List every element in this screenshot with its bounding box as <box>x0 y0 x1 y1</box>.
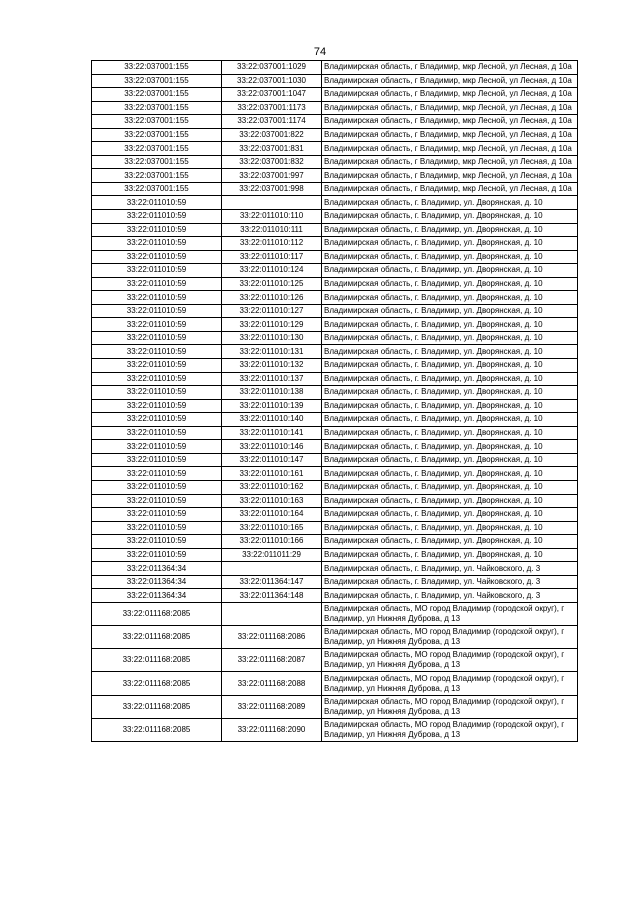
object-number-cell: 33:22:011010:165 <box>222 521 322 535</box>
table-row <box>92 277 578 291</box>
address-cell: Владимирская область, г. Владимир, ул. Дворянская, д. 10 <box>322 345 578 359</box>
table-row <box>92 101 578 115</box>
address-cell: Владимирская область, г. Владимир, ул. Дворянская, д. 10 <box>322 196 578 210</box>
address-cell: Владимирская область, МО город Владимир (городской округ), г Владимир, ул Нижняя Дуброва, д 13 <box>322 672 578 695</box>
object-number-cell: 33:22:011010:110 <box>222 210 322 224</box>
object-number-cell: 33:22:011010:140 <box>222 413 322 427</box>
object-number-cell: 33:22:011364:148 <box>222 589 322 603</box>
parcel-number-cell: 33:22:011010:59 <box>92 331 222 345</box>
object-number-cell: 33:22:011010:129 <box>222 318 322 332</box>
table-row <box>92 649 578 672</box>
address-cell: Владимирская область, г. Владимир, ул. Дворянская, д. 10 <box>322 508 578 522</box>
parcel-number-cell: 33:22:037001:155 <box>92 88 222 102</box>
table-body <box>92 61 578 742</box>
parcel-number-cell: 33:22:011010:59 <box>92 494 222 508</box>
object-number-cell: 33:22:037001:822 <box>222 128 322 142</box>
table-row <box>92 494 578 508</box>
address-cell: Владимирская область, г Владимир, мкр Лесной, ул Лесная, д 10а <box>322 61 578 75</box>
table-row <box>92 589 578 603</box>
object-number-cell: 33:22:011168:2090 <box>222 718 322 741</box>
object-number-cell: 33:22:011010:138 <box>222 386 322 400</box>
parcel-number-cell: 33:22:011010:59 <box>92 318 222 332</box>
object-number-cell: 33:22:011010:147 <box>222 453 322 467</box>
address-cell: Владимирская область, г Владимир, мкр Лесной, ул Лесная, д 10а <box>322 155 578 169</box>
table-row <box>92 169 578 183</box>
address-cell: Владимирская область, МО город Владимир (городской округ), г Владимир, ул Нижняя Дуброва, д 13 <box>322 602 578 625</box>
address-cell: Владимирская область, г. Владимир, ул. Дворянская, д. 10 <box>322 318 578 332</box>
table-row <box>92 142 578 156</box>
object-number-cell <box>222 562 322 576</box>
parcel-number-cell: 33:22:011010:59 <box>92 291 222 305</box>
parcel-number-cell: 33:22:011010:59 <box>92 359 222 373</box>
object-number-cell: 33:22:037001:998 <box>222 182 322 196</box>
object-number-cell: 33:22:011010:166 <box>222 535 322 549</box>
object-number-cell: 33:22:011010:161 <box>222 467 322 481</box>
object-number-cell: 33:22:037001:832 <box>222 155 322 169</box>
parcel-number-cell: 33:22:011010:59 <box>92 345 222 359</box>
object-number-cell: 33:22:011010:112 <box>222 237 322 251</box>
object-number-cell: 33:22:037001:831 <box>222 142 322 156</box>
parcel-number-cell: 33:22:011010:59 <box>92 210 222 224</box>
object-number-cell: 33:22:037001:1029 <box>222 61 322 75</box>
address-cell: Владимирская область, г. Владимир, ул. Дворянская, д. 10 <box>322 399 578 413</box>
table-row <box>92 210 578 224</box>
parcel-number-cell: 33:22:011010:59 <box>92 440 222 454</box>
object-number-cell <box>222 602 322 625</box>
object-number-cell: 33:22:011010:125 <box>222 277 322 291</box>
address-cell: Владимирская область, г. Владимир, ул. Дворянская, д. 10 <box>322 264 578 278</box>
table-row <box>92 626 578 649</box>
address-cell: Владимирская область, МО город Владимир (городской округ), г Владимир, ул Нижняя Дуброва, д 13 <box>322 649 578 672</box>
parcel-number-cell: 33:22:011010:59 <box>92 426 222 440</box>
table-row <box>92 562 578 576</box>
parcel-number-cell: 33:22:011010:59 <box>92 386 222 400</box>
object-number-cell: 33:22:011168:2087 <box>222 649 322 672</box>
object-number-cell: 33:22:011010:139 <box>222 399 322 413</box>
table-row <box>92 718 578 741</box>
address-cell: Владимирская область, г. Владимир, ул. Дворянская, д. 10 <box>322 467 578 481</box>
parcel-number-cell: 33:22:011010:59 <box>92 223 222 237</box>
parcel-number-cell: 33:22:011010:59 <box>92 264 222 278</box>
table-row <box>92 508 578 522</box>
address-cell: Владимирская область, г. Владимир, ул. Дворянская, д. 10 <box>322 359 578 373</box>
address-cell: Владимирская область, г Владимир, мкр Лесной, ул Лесная, д 10а <box>322 182 578 196</box>
parcel-number-cell: 33:22:037001:155 <box>92 155 222 169</box>
object-number-cell: 33:22:011168:2086 <box>222 626 322 649</box>
table-row <box>92 535 578 549</box>
object-number-cell: 33:22:037001:1047 <box>222 88 322 102</box>
object-number-cell: 33:22:037001:1030 <box>222 74 322 88</box>
parcel-number-cell: 33:22:037001:155 <box>92 182 222 196</box>
address-cell: Владимирская область, г. Владимир, ул. Дворянская, д. 10 <box>322 386 578 400</box>
object-number-cell: 33:22:011010:124 <box>222 264 322 278</box>
table-row <box>92 359 578 373</box>
address-cell: Владимирская область, г. Владимир, ул. Дворянская, д. 10 <box>322 440 578 454</box>
address-cell: Владимирская область, г. Владимир, ул. Чайковского, д. 3 <box>322 562 578 576</box>
table-row <box>92 602 578 625</box>
address-cell: Владимирская область, г. Владимир, ул. Дворянская, д. 10 <box>322 453 578 467</box>
address-cell: Владимирская область, г Владимир, мкр Лесной, ул Лесная, д 10а <box>322 169 578 183</box>
address-cell: Владимирская область, МО город Владимир (городской округ), г Владимир, ул Нижняя Дуброва, д 13 <box>322 626 578 649</box>
table-row <box>92 440 578 454</box>
address-cell: Владимирская область, г. Владимир, ул. Дворянская, д. 10 <box>322 494 578 508</box>
address-cell: Владимирская область, г Владимир, мкр Лесной, ул Лесная, д 10а <box>322 128 578 142</box>
table-row <box>92 426 578 440</box>
parcel-number-cell: 33:22:011010:59 <box>92 508 222 522</box>
table-row <box>92 695 578 718</box>
address-cell: Владимирская область, г. Владимир, ул. Дворянская, д. 10 <box>322 535 578 549</box>
object-number-cell: 33:22:037001:1173 <box>222 101 322 115</box>
parcel-number-cell: 33:22:011168:2085 <box>92 626 222 649</box>
table-row <box>92 521 578 535</box>
table-row <box>92 331 578 345</box>
address-cell: Владимирская область, г Владимир, мкр Лесной, ул Лесная, д 10а <box>322 74 578 88</box>
table-row <box>92 399 578 413</box>
parcel-number-cell: 33:22:011364:34 <box>92 575 222 589</box>
parcel-number-cell: 33:22:011010:59 <box>92 250 222 264</box>
object-number-cell: 33:22:011010:162 <box>222 480 322 494</box>
table-row <box>92 74 578 88</box>
object-number-cell: 33:22:011010:141 <box>222 426 322 440</box>
parcel-number-cell: 33:22:037001:155 <box>92 128 222 142</box>
cadastral-table <box>91 60 578 742</box>
address-cell: Владимирская область, г. Владимир, ул. Дворянская, д. 10 <box>322 413 578 427</box>
table-row <box>92 223 578 237</box>
parcel-number-cell: 33:22:011010:59 <box>92 399 222 413</box>
object-number-cell: 33:22:011010:117 <box>222 250 322 264</box>
address-cell: Владимирская область, г Владимир, мкр Лесной, ул Лесная, д 10а <box>322 115 578 129</box>
address-cell: Владимирская область, г Владимир, мкр Лесной, ул Лесная, д 10а <box>322 142 578 156</box>
object-number-cell: 33:22:011168:2089 <box>222 695 322 718</box>
object-number-cell: 33:22:011168:2088 <box>222 672 322 695</box>
address-cell: Владимирская область, г. Владимир, ул. Дворянская, д. 10 <box>322 210 578 224</box>
table-row <box>92 386 578 400</box>
parcel-number-cell: 33:22:011364:34 <box>92 589 222 603</box>
table-row <box>92 672 578 695</box>
table-row <box>92 372 578 386</box>
parcel-number-cell: 33:22:037001:155 <box>92 142 222 156</box>
object-number-cell <box>222 196 322 210</box>
object-number-cell: 33:22:011010:164 <box>222 508 322 522</box>
table-row <box>92 318 578 332</box>
address-cell: Владимирская область, г Владимир, мкр Лесной, ул Лесная, д 10а <box>322 88 578 102</box>
parcel-number-cell: 33:22:037001:155 <box>92 115 222 129</box>
parcel-number-cell: 33:22:011010:59 <box>92 277 222 291</box>
parcel-number-cell: 33:22:011168:2085 <box>92 602 222 625</box>
table-row <box>92 115 578 129</box>
address-cell: Владимирская область, г. Владимир, ул. Дворянская, д. 10 <box>322 521 578 535</box>
object-number-cell: 33:22:011010:132 <box>222 359 322 373</box>
object-number-cell: 33:22:011011:29 <box>222 548 322 562</box>
object-number-cell: 33:22:011010:146 <box>222 440 322 454</box>
parcel-number-cell: 33:22:011010:59 <box>92 196 222 210</box>
table-row <box>92 155 578 169</box>
address-cell: Владимирская область, г. Владимир, ул. Дворянская, д. 10 <box>322 548 578 562</box>
table-row <box>92 304 578 318</box>
table-row <box>92 237 578 251</box>
object-number-cell: 33:22:011010:111 <box>222 223 322 237</box>
table-row <box>92 61 578 75</box>
address-cell: Владимирская область, г. Владимир, ул. Дворянская, д. 10 <box>322 250 578 264</box>
table-row <box>92 128 578 142</box>
address-cell: Владимирская область, г. Владимир, ул. Дворянская, д. 10 <box>322 372 578 386</box>
address-cell: Владимирская область, МО город Владимир (городской округ), г Владимир, ул Нижняя Дуброва, д 13 <box>322 718 578 741</box>
address-cell: Владимирская область, г Владимир, мкр Лесной, ул Лесная, д 10а <box>322 101 578 115</box>
parcel-number-cell: 33:22:011168:2085 <box>92 695 222 718</box>
parcel-number-cell: 33:22:037001:155 <box>92 101 222 115</box>
parcel-number-cell: 33:22:011010:59 <box>92 480 222 494</box>
object-number-cell: 33:22:037001:1174 <box>222 115 322 129</box>
object-number-cell: 33:22:011010:163 <box>222 494 322 508</box>
parcel-number-cell: 33:22:037001:155 <box>92 74 222 88</box>
page-number: 74 <box>313 46 327 58</box>
table-row <box>92 182 578 196</box>
table-row <box>92 291 578 305</box>
parcel-number-cell: 33:22:011010:59 <box>92 237 222 251</box>
parcel-number-cell: 33:22:011010:59 <box>92 535 222 549</box>
table-row <box>92 250 578 264</box>
address-cell: Владимирская область, г. Владимир, ул. Чайковского, д. 3 <box>322 575 578 589</box>
object-number-cell: 33:22:011364:147 <box>222 575 322 589</box>
parcel-number-cell: 33:22:011010:59 <box>92 372 222 386</box>
table-row <box>92 467 578 481</box>
address-cell: Владимирская область, г. Владимир, ул. Дворянская, д. 10 <box>322 426 578 440</box>
object-number-cell: 33:22:011010:131 <box>222 345 322 359</box>
parcel-number-cell: 33:22:037001:155 <box>92 169 222 183</box>
parcel-number-cell: 33:22:011168:2085 <box>92 718 222 741</box>
table-row <box>92 88 578 102</box>
parcel-number-cell: 33:22:011168:2085 <box>92 672 222 695</box>
parcel-number-cell: 33:22:011168:2085 <box>92 649 222 672</box>
address-cell: Владимирская область, г. Владимир, ул. Дворянская, д. 10 <box>322 223 578 237</box>
object-number-cell: 33:22:011010:137 <box>222 372 322 386</box>
address-cell: Владимирская область, г. Владимир, ул. Дворянская, д. 10 <box>322 304 578 318</box>
table-row <box>92 575 578 589</box>
parcel-number-cell: 33:22:011010:59 <box>92 548 222 562</box>
table-row <box>92 480 578 494</box>
address-cell: Владимирская область, г. Владимир, ул. Дворянская, д. 10 <box>322 331 578 345</box>
object-number-cell: 33:22:037001:997 <box>222 169 322 183</box>
object-number-cell: 33:22:011010:126 <box>222 291 322 305</box>
table-row <box>92 413 578 427</box>
object-number-cell: 33:22:011010:130 <box>222 331 322 345</box>
address-cell: Владимирская область, г. Владимир, ул. Дворянская, д. 10 <box>322 277 578 291</box>
table-row <box>92 453 578 467</box>
parcel-number-cell: 33:22:011010:59 <box>92 413 222 427</box>
parcel-number-cell: 33:22:011010:59 <box>92 467 222 481</box>
table-row <box>92 345 578 359</box>
table-row <box>92 264 578 278</box>
parcel-number-cell: 33:22:011010:59 <box>92 453 222 467</box>
address-cell: Владимирская область, МО город Владимир (городской округ), г Владимир, ул Нижняя Дуброва, д 13 <box>322 695 578 718</box>
address-cell: Владимирская область, г. Владимир, ул. Дворянская, д. 10 <box>322 291 578 305</box>
parcel-number-cell: 33:22:011364:34 <box>92 562 222 576</box>
table-row <box>92 196 578 210</box>
address-cell: Владимирская область, г. Владимир, ул. Дворянская, д. 10 <box>322 237 578 251</box>
parcel-number-cell: 33:22:011010:59 <box>92 304 222 318</box>
object-number-cell: 33:22:011010:127 <box>222 304 322 318</box>
parcel-number-cell: 33:22:037001:155 <box>92 61 222 75</box>
address-cell: Владимирская область, г. Владимир, ул. Дворянская, д. 10 <box>322 480 578 494</box>
parcel-number-cell: 33:22:011010:59 <box>92 521 222 535</box>
address-cell: Владимирская область, г. Владимир, ул. Чайковского, д. 3 <box>322 589 578 603</box>
table-row <box>92 548 578 562</box>
